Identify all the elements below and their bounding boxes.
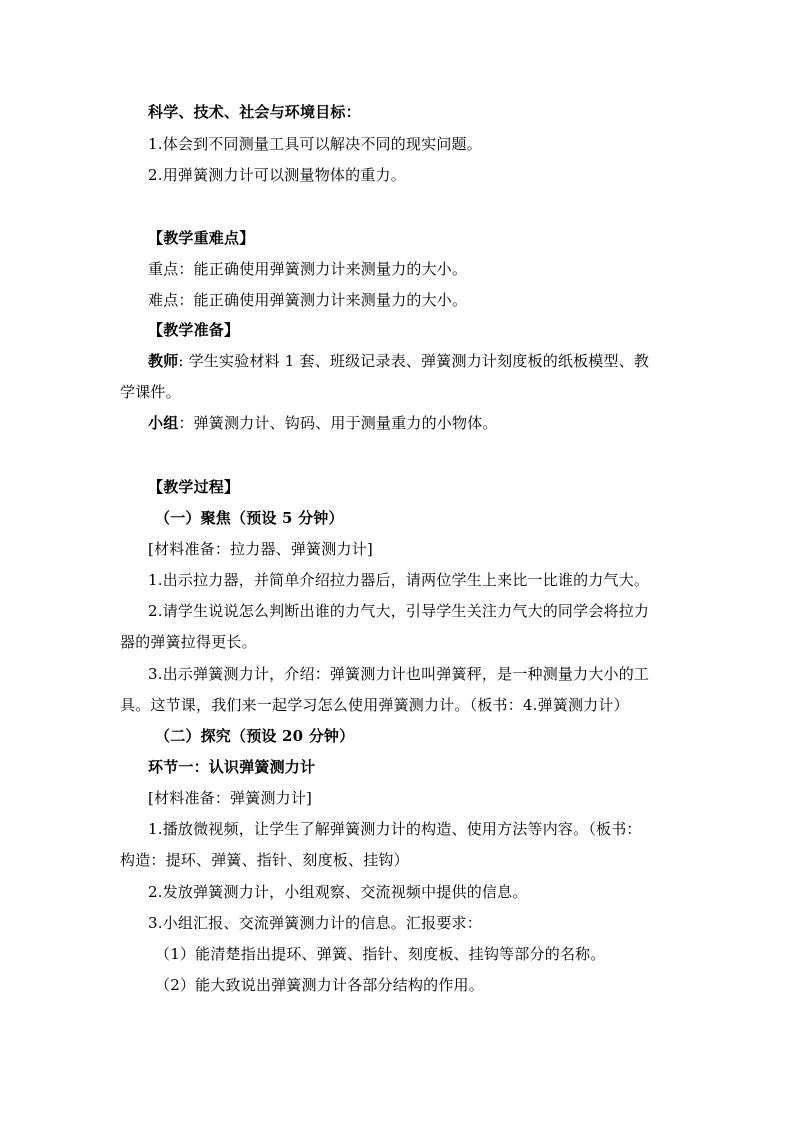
group-materials	[148, 413, 708, 433]
explore-heading: （二）探究（预设 20 分钟）	[155, 727, 355, 745]
focus-step-3-cont: 具。这节课，我们来一起学习怎么使用弹簧测力计。（板书：4.弹簧测力计）	[120, 696, 629, 714]
step1-item-3: 3.小组汇报、交流弹簧测力计的信息。汇报要求：	[148, 914, 482, 932]
sts-objective-item-1: 1.体会到不同测量工具可以解决不同的现实问题。	[148, 135, 482, 153]
step1-heading: 环节一：认识弹簧测力计	[148, 758, 316, 776]
difficult-point: 难点：能正确使用弹簧测力计来测量力的大小。	[148, 291, 468, 309]
teacher-materials-cont: 学课件。	[120, 383, 181, 401]
teacher-materials-text: : 学生实验材料 1 套、班级记录表、弹簧测力计刻度板的纸板模型、教	[178, 352, 650, 370]
focus-materials: [材料准备：拉力器、弹簧测力计]	[148, 540, 373, 558]
group-materials-text: ：弹簧测力计、钩码、用于测量重力的小物体。	[178, 414, 498, 432]
focus-heading: （一）聚焦（预设 5 分钟）	[155, 509, 344, 527]
focus-step-1: 1.出示拉力器，并简单介绍拉力器后，请两位学生上来比一比谁的力气大。	[148, 571, 650, 589]
process-heading: 【教学过程】	[148, 478, 240, 496]
focus-step-3: 3.出示弹簧测力计，介绍：弹簧测力计也叫弹簧秤，是一种测量力大小的工	[148, 665, 650, 683]
step1-item-2: 2.发放弹簧测力计，小组观察、交流视频中提供的信息。	[148, 883, 528, 901]
group-label: 小组	[148, 414, 179, 432]
teacher-materials	[148, 351, 708, 371]
step1-item-1-cont: 构造：提环、弹簧、指针、刻度板、挂钩）	[120, 851, 409, 869]
step1-materials: [材料准备：弹簧测力计]	[148, 789, 313, 807]
focus-step-2: 2.请学生说说怎么判断出谁的力气大，引导学生关注力气大的同学会将拉力	[148, 602, 650, 620]
focus-step-2-cont: 器的弹簧拉得更长。	[120, 633, 257, 651]
step1-sub-item-2: （2）能大致说出弹簧测力计各部分结构的作用。	[155, 976, 484, 994]
teacher-label: 教师	[148, 352, 179, 370]
key-point: 重点：能正确使用弹簧测力计来测量力的大小。	[148, 260, 468, 278]
step1-sub-item-1: （1）能清楚指出提环、弹簧、指针、刻度板、挂钩等部分的名称。	[155, 945, 606, 963]
preparation-heading: 【教学准备】	[148, 321, 240, 339]
sts-objective-item-2: 2.用弹簧测力计可以测量物体的重力。	[148, 166, 406, 184]
sts-objective-heading: 科学、技术、社会与环境目标：	[148, 103, 361, 121]
step1-item-1: 1.播放微视频，让学生了解弹簧测力计的构造、使用方法等内容。（板书：	[148, 820, 642, 838]
key-difficult-heading: 【教学重难点】	[148, 229, 255, 247]
